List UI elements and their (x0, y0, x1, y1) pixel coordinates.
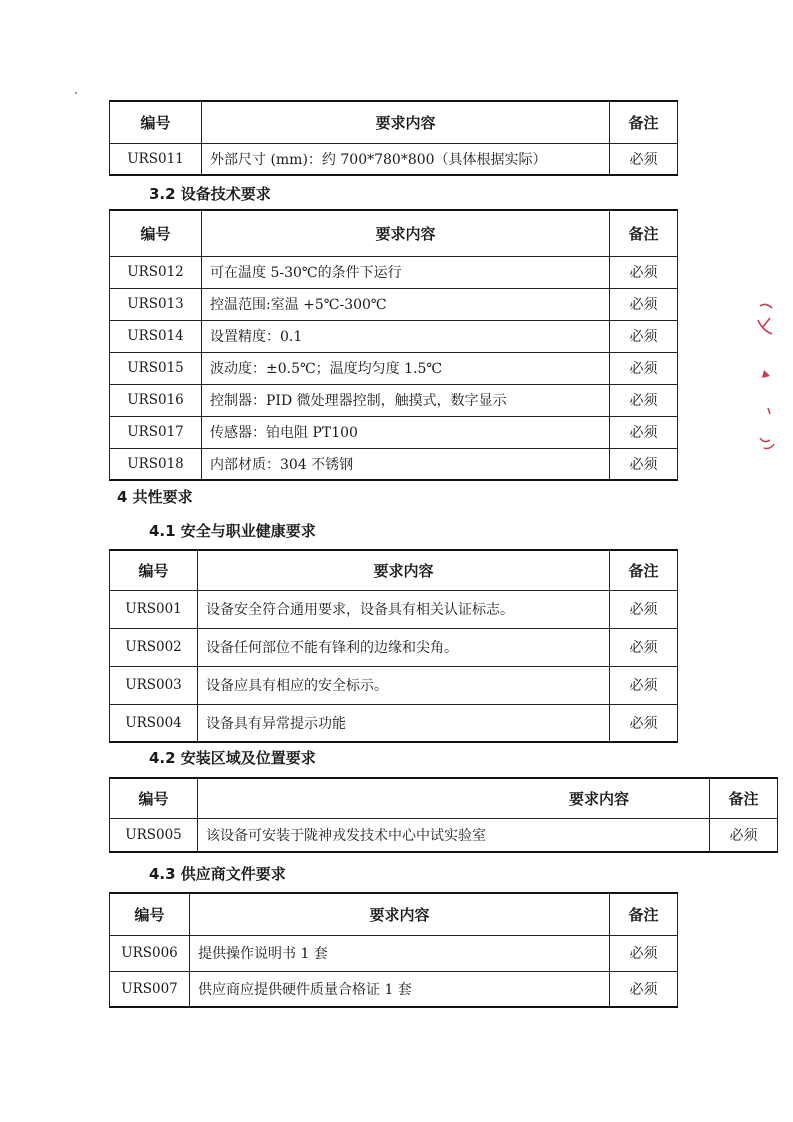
row-id: URS014 (110, 320, 202, 352)
row-content: 设备具有异常提示功能 (198, 704, 610, 742)
section-heading-4: 4 共性要求 (117, 488, 193, 506)
row-remark: 必须 (610, 590, 678, 628)
row-content: 传感器：铂电阻 PT100 (202, 416, 610, 448)
row-remark: 必须 (610, 448, 678, 480)
row-content: 提供操作说明书 1 套 (190, 935, 610, 971)
section-heading-4-1: 4.1 安全与职业健康要求 (149, 522, 316, 540)
row-id: URS015 (110, 352, 202, 384)
header-content: 要求内容 (190, 893, 610, 935)
header-remark: 备注 (610, 550, 678, 590)
row-id: URS018 (110, 448, 202, 480)
stamp-bleed-marks (752, 298, 782, 468)
table-installation-requirements (109, 777, 778, 853)
table-row (110, 628, 678, 666)
row-content: 设备任何部位不能有锋利的边缘和尖角。 (198, 628, 610, 666)
section-heading-4-2: 4.2 安装区域及位置要求 (149, 749, 316, 767)
table-header-row (110, 778, 778, 818)
row-content: 控制器：PID 微处理器控制，触摸式，数字显示 (202, 384, 610, 416)
header-content: 要求内容 (202, 101, 610, 143)
row-content: 外部尺寸 (mm)：约 700*780*800（具体根据实际） (202, 143, 610, 175)
header-id: 编号 (110, 893, 190, 935)
row-id: URS017 (110, 416, 202, 448)
row-id: URS004 (110, 704, 198, 742)
row-content: 内部材质：304 不锈钢 (202, 448, 610, 480)
row-id: URS011 (110, 143, 202, 175)
table-row (110, 971, 678, 1007)
table-row (110, 704, 678, 742)
header-content: 要求内容 (202, 210, 610, 256)
table-row (110, 288, 678, 320)
row-id: URS016 (110, 384, 202, 416)
table-general-dimensions (109, 100, 678, 176)
row-remark: 必须 (610, 416, 678, 448)
header-content: 要求内容 (198, 778, 710, 818)
row-content: 控温范围:室温 +5℃-300℃ (202, 288, 610, 320)
table-row (110, 590, 678, 628)
table-row (110, 384, 678, 416)
row-content: 设备应具有相应的安全标示。 (198, 666, 610, 704)
table-row (110, 416, 678, 448)
table-safety-requirements (109, 549, 678, 743)
table-header-row (110, 101, 678, 143)
row-remark: 必须 (710, 818, 778, 852)
row-remark: 必须 (610, 971, 678, 1007)
row-content: 波动度：±0.5℃；温度均匀度 1.5℃ (202, 352, 610, 384)
row-id: URS002 (110, 628, 198, 666)
table-row (110, 320, 678, 352)
table-technical-requirements (109, 209, 678, 481)
table-header-row (110, 550, 678, 590)
row-remark: 必须 (610, 320, 678, 352)
table-row (110, 448, 678, 480)
section-heading-3-2: 3.2 设备技术要求 (149, 185, 271, 203)
table-row (110, 256, 678, 288)
row-content: 可在温度 5-30℃的条件下运行 (202, 256, 610, 288)
row-remark: 必须 (610, 288, 678, 320)
header-remark: 备注 (710, 778, 778, 818)
row-id: URS001 (110, 590, 198, 628)
section-heading-4-3: 4.3 供应商文件要求 (149, 865, 286, 883)
row-remark: 必须 (610, 384, 678, 416)
row-content: 供应商应提供硬件质量合格证 1 套 (190, 971, 610, 1007)
table-row (110, 143, 678, 175)
table-row (110, 935, 678, 971)
header-content: 要求内容 (198, 550, 610, 590)
row-id: URS005 (110, 818, 198, 852)
row-remark: 必须 (610, 666, 678, 704)
row-remark: 必须 (610, 352, 678, 384)
table-row (110, 352, 678, 384)
header-id: 编号 (110, 210, 202, 256)
table-supplier-documents (109, 892, 678, 1008)
row-remark: 必须 (610, 935, 678, 971)
row-id: URS006 (110, 935, 190, 971)
row-remark: 必须 (610, 256, 678, 288)
row-id: URS003 (110, 666, 198, 704)
row-id: URS013 (110, 288, 202, 320)
stamp-bleed-icon (752, 298, 782, 468)
header-remark: 备注 (610, 893, 678, 935)
row-remark: 必须 (610, 704, 678, 742)
row-remark: 必须 (610, 143, 678, 175)
header-id: 编号 (110, 101, 202, 143)
table-row (110, 666, 678, 704)
scan-speck (75, 92, 77, 94)
row-content: 设备安全符合通用要求，设备具有相关认证标志。 (198, 590, 610, 628)
row-id: URS007 (110, 971, 190, 1007)
row-remark: 必须 (610, 628, 678, 666)
header-id: 编号 (110, 778, 198, 818)
table-row (110, 818, 778, 852)
row-id: URS012 (110, 256, 202, 288)
header-remark: 备注 (610, 101, 678, 143)
table-header-row (110, 210, 678, 256)
row-content: 该设备可安装于陇神戎发技术中心中试实验室 (198, 818, 710, 852)
row-content: 设置精度：0.1 (202, 320, 610, 352)
header-remark: 备注 (610, 210, 678, 256)
header-id: 编号 (110, 550, 198, 590)
table-header-row (110, 893, 678, 935)
